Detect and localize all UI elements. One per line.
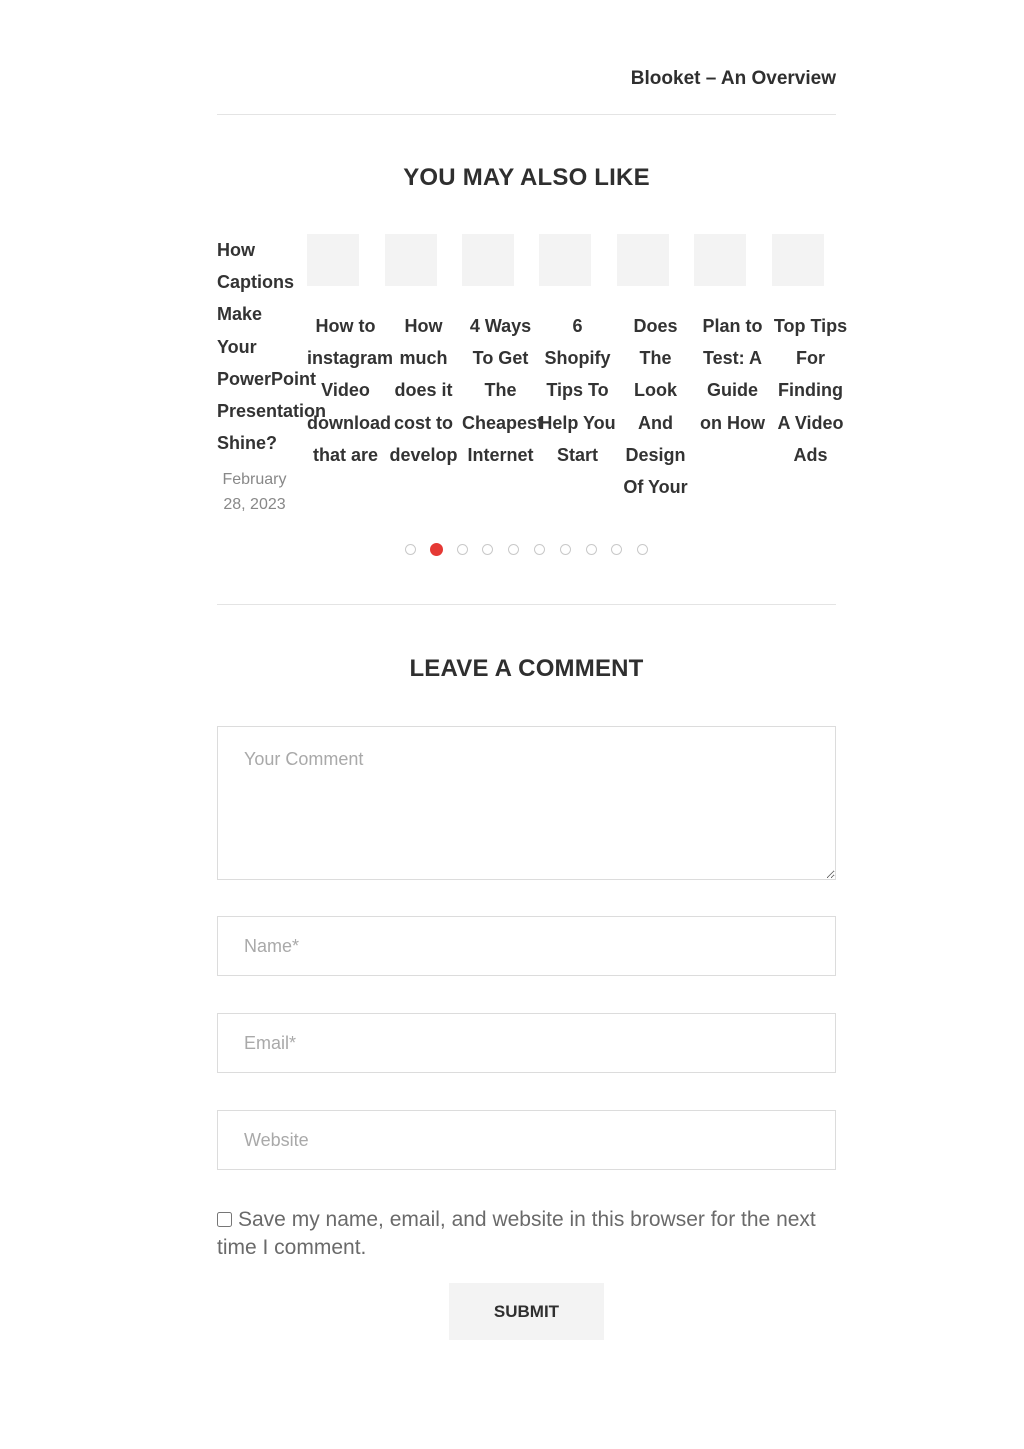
related-post-card[interactable]	[307, 228, 394, 471]
post-thumbnail[interactable]	[694, 234, 746, 286]
related-post-card[interactable]	[385, 228, 462, 471]
related-post-card[interactable]	[462, 228, 544, 471]
related-post-card[interactable]	[772, 228, 849, 471]
carousel-pagination	[217, 544, 836, 558]
related-post-card[interactable]	[617, 228, 694, 503]
name-field[interactable]	[217, 916, 836, 976]
email-field[interactable]	[217, 1013, 836, 1073]
divider	[217, 114, 836, 115]
carousel-dot[interactable]	[405, 544, 416, 555]
next-post-link[interactable]: Blooket – An Overview	[630, 68, 836, 89]
related-post-title[interactable]: Top Tips For Finding A Video Ads	[773, 316, 848, 465]
related-post-card[interactable]	[217, 228, 327, 517]
post-thumbnail[interactable]	[772, 234, 824, 286]
post-thumbnail[interactable]	[462, 234, 514, 286]
carousel-dot[interactable]	[560, 544, 571, 555]
save-info-row	[217, 1206, 836, 1262]
related-post-title[interactable]: Does The Look And Design Of Your	[623, 316, 688, 498]
post-thumbnail[interactable]	[539, 234, 591, 286]
save-info-label: Save my name, email, and website in this browser for the next time I comment.	[217, 1208, 816, 1259]
post-thumbnail[interactable]	[617, 234, 669, 286]
save-info-checkbox[interactable]	[217, 1212, 232, 1227]
carousel-dot[interactable]	[457, 544, 468, 555]
carousel-dot[interactable]	[508, 544, 519, 555]
related-post-title[interactable]: How to instagram Video download that are	[307, 316, 394, 465]
related-post-title[interactable]: Plan to Test: A Guide on How	[700, 316, 765, 433]
carousel-dot[interactable]	[534, 544, 545, 555]
related-posts-carousel[interactable]	[217, 228, 848, 528]
carousel-dot[interactable]	[586, 544, 597, 555]
post-thumbnail[interactable]	[307, 234, 359, 286]
comment-form-heading: LEAVE A COMMENT	[409, 655, 644, 682]
related-post-title[interactable]: How Captions Make Your PowerPoint Presentation Shine?	[217, 240, 327, 454]
carousel-dot[interactable]	[430, 543, 443, 556]
website-field[interactable]	[217, 1110, 836, 1170]
carousel-dot[interactable]	[611, 544, 622, 555]
submit-button[interactable]: SUBMIT	[449, 1283, 604, 1340]
divider	[217, 604, 836, 605]
related-post-card[interactable]	[694, 228, 771, 439]
related-post-card[interactable]	[539, 228, 616, 471]
related-post-date: February 28, 2023	[222, 471, 287, 514]
related-post-title[interactable]: 6 Shopify Tips To Help You Start	[539, 316, 616, 465]
related-post-title[interactable]: 4 Ways To Get The Cheapest Internet	[462, 316, 544, 465]
related-post-title[interactable]: How much does it cost to develop	[389, 316, 458, 465]
related-posts-heading: YOU MAY ALSO LIKE	[403, 164, 650, 191]
carousel-dot[interactable]	[637, 544, 648, 555]
post-thumbnail[interactable]	[385, 234, 437, 286]
carousel-dot[interactable]	[482, 544, 493, 555]
comment-textarea[interactable]	[217, 726, 836, 880]
